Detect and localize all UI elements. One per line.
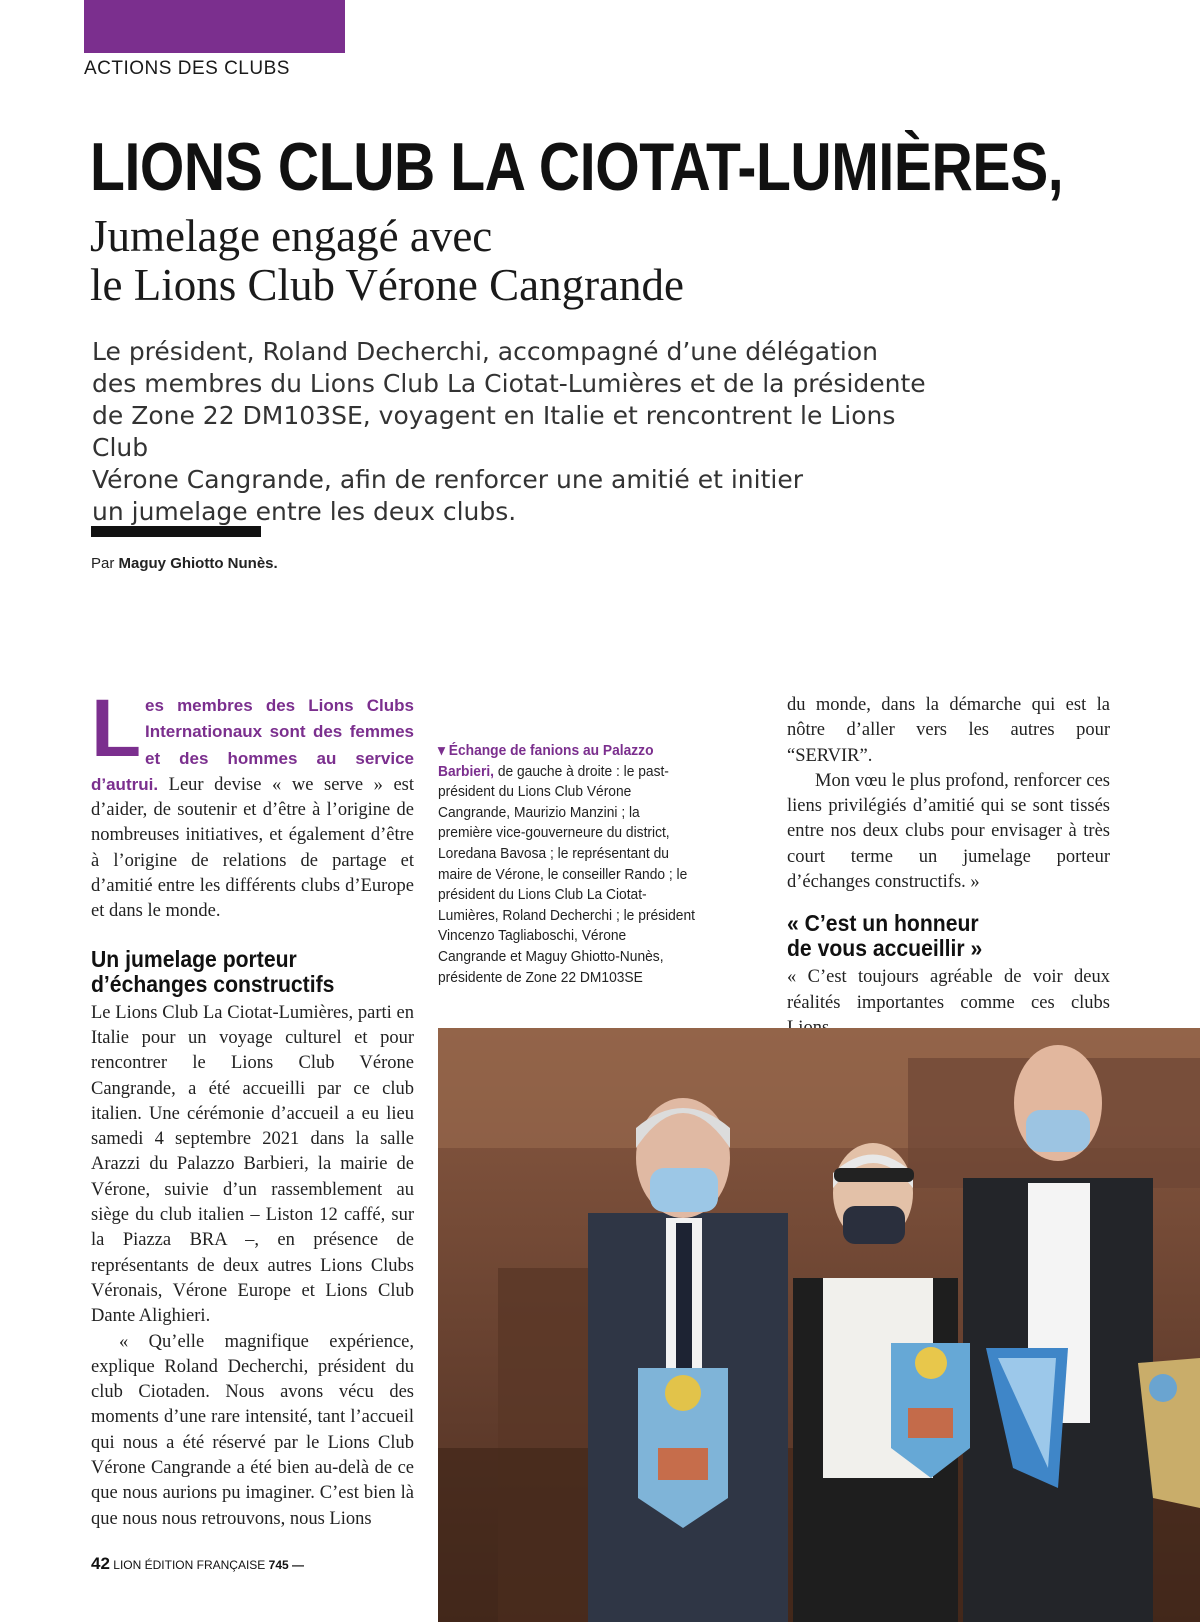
drop-cap: L (91, 683, 142, 774)
intro-text: Leur devise « we serve » est d’aider, de soutenir et d’être à l’origine de nombreuses initiatives, et également d’être à l’origine de relations de partage et d’amitié entre les différents clubs d’Europe et dans le monde. (91, 774, 414, 922)
lead-paragraph (92, 336, 952, 528)
subheading-jumelage (91, 947, 388, 997)
caption-text: de gauche à droite : le past-président du Lions Club Vérone Cangrande, Maurizio Manzini ; la première vice-gouverneure du district, Loredana Bavosa ; le représentant du maire de Vérone, le conseiller Rando ; le président du Lions Club La Ciotat-Lumières, Roland Decherchi ; le président Vincenzo Tagliaboschi, Vérone Cangrande et Maguy Ghiotto-Nunès, présidente de Zone 22 DM103SE (438, 762, 695, 986)
article-column-3 (787, 693, 1110, 1041)
subheading-line-1: Un jumelage porteur (91, 945, 297, 972)
body-paragraph: Mon vœu le plus profond, renforcer ces liens privilégiés d’amitié qui se sont tissés entre nos deux clubs pour envisager à très court terme un jumelage porteur d’échanges constructifs. » (787, 770, 1110, 893)
byline-rule (91, 526, 261, 537)
subheading-line-2: d’échanges constructifs (91, 970, 335, 997)
section-label: ACTIONS DES CLUBS (84, 58, 290, 79)
lead-line: Vérone Cangrande, afin de renforcer une amitié et initier (92, 465, 803, 494)
lead-line: de Zone 22 DM103SE, voyagent en Italie et rencontrent le Lions Club (92, 401, 896, 462)
lead-line: des membres du Lions Club La Ciotat-Lumières et de la présidente (92, 369, 926, 398)
page-footer (91, 1554, 304, 1574)
photo-caption (438, 741, 696, 988)
body-paragraph: Le Lions Club La Ciotat-Lumières, parti en Italie pour un voyage culturel et pour rencontrer le Lions Club Vérone Cangrande, a été accueilli par ce club italien. Une cérémonie d’accueil a eu lieu samedi 4 septembre 2021 dans la salle Arazzi du Palazzo Barbieri, la mairie de Vérone, suivie d’un rassemblement au siège du club italien – Liston 12 caffé, sur la Piazza BRA –, en présence de représentants de deux autres Lions Clubs Véronais, Vérone Europe et Lions Club Dante Alighieri. (91, 1002, 414, 1327)
subheading-line-1: « C’est un honneur (787, 910, 979, 937)
article-column-1 (91, 683, 414, 1532)
body-paragraph: « C’est toujours agréable de voir deux réalités importantes comme ces clubs (787, 967, 1110, 1013)
footer-dash: — (292, 1558, 305, 1572)
byline-prefix: Par (91, 555, 115, 572)
page-number: 42 (91, 1554, 110, 1573)
magazine-name: LION ÉDITION FRANÇAISE (113, 1558, 266, 1572)
byline (91, 555, 278, 572)
body-paragraph: du monde, dans la démarche qui est la nôtre d’aller vers les autres pour “SERVIR”. (787, 695, 1110, 766)
section-color-bar (84, 0, 345, 53)
group-photo (438, 1028, 1200, 1622)
byline-author: Maguy Ghiotto Nunès. (118, 555, 278, 572)
subheadline-line-2: le Lions Club Vérone Cangrande (90, 260, 685, 310)
intro-lead-in: es membres des Lions Clubs Internationaux sont des femmes et des hommes au service d’autrui. (91, 696, 414, 794)
caption-title: ▾ Échange de fanions au Palazzo Barbieri, (438, 742, 654, 780)
lead-line: un jumelage entre les deux clubs. (92, 497, 517, 526)
lead-line: Le président, Roland Decherchi, accompagné d’une délégation (92, 337, 878, 366)
subheading-line-2: de vous accueillir » (787, 935, 983, 962)
subheadline-line-1: Jumelage engagé avec (90, 211, 493, 261)
headline: LIONS CLUB LA CIOTAT-LUMIÈRES, (90, 129, 1064, 205)
subheading-honneur (787, 911, 1084, 961)
group-photo-illustration (438, 1028, 1200, 1622)
intro-paragraph (91, 683, 414, 925)
issue-number: 745 (268, 1558, 289, 1572)
body-paragraph: « Qu’elle magnifique expérience, explique Roland Decherchi, président du club Ciotaden. Nous avons vécu des moments d’une rare intensité, tant l’accueil qui nous a été réservé par le Lions Club Vérone Cangrande a été bien au-delà de ce que nous aurions pu imaginer. C’est bien là que nous nous retrouvons, nous Lions (91, 1331, 414, 1529)
subheadline (90, 212, 684, 310)
